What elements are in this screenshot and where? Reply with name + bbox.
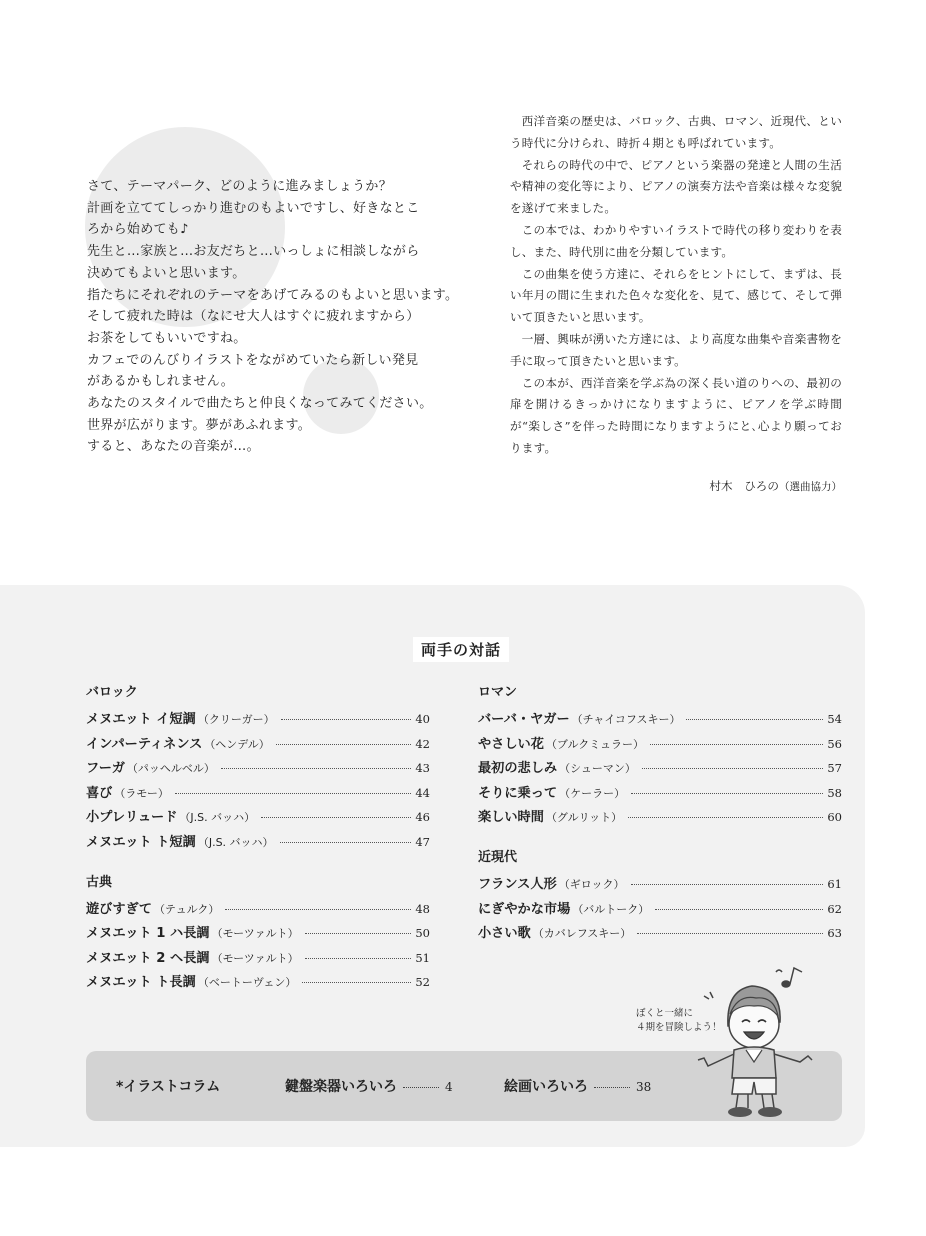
entry-composer: （テュルク） (153, 902, 220, 916)
toc-title: 両手の対話 (413, 637, 509, 662)
toc-entry[interactable] (478, 782, 842, 807)
entry-title: 最初の悲しみ (478, 761, 558, 777)
toc-entry[interactable] (478, 873, 842, 898)
entry-title: メヌエット 1 ハ長調 (86, 926, 210, 942)
entry-page: 47 (415, 834, 430, 849)
entry-composer: （パッヘルベル） (126, 762, 215, 776)
entry-composer: （ブルクミュラー） (545, 737, 645, 751)
toc-entry[interactable] (86, 733, 430, 758)
entry-composer: （J.S. バッハ） (179, 811, 256, 825)
dot-leader (594, 1087, 630, 1088)
mascot-speech-line: ぼくと一緒に (636, 1008, 694, 1019)
entry-composer: （カバレフスキー） (532, 927, 632, 941)
entry-composer: （モーツァルト） (211, 927, 299, 941)
dot-leader (686, 719, 823, 720)
intro-line: があるかもしれません。 (87, 374, 235, 390)
signature (709, 478, 842, 494)
signature-note: （選曲協力） (779, 481, 842, 493)
entry-page: 62 (827, 901, 842, 916)
dot-leader (281, 719, 412, 720)
preface-paragraph: この本が、西洋音楽を学ぶ為の深く長い道のりへの、最初の扉を開けるきっかけになりますように、ピアノを学ぶ時間が“楽しさ”を伴った時間になりますようにと､心より願っております。 (510, 375, 842, 455)
toc-entry[interactable] (86, 708, 430, 733)
dot-leader (221, 768, 411, 769)
dot-leader (650, 744, 823, 745)
dot-leader (225, 909, 411, 910)
toc-entry[interactable] (478, 898, 842, 923)
section-gap (478, 831, 842, 849)
toc-entry[interactable] (478, 757, 842, 782)
column-entry-title: 鍵盤楽器いろいろ (285, 1079, 397, 1095)
dot-leader (628, 817, 823, 818)
preface-paragraph: 西洋音楽の歴史は、バロック、古典、ロマン、近現代、という時代に分けられ、時折４期とも呼ばれています。 (510, 114, 842, 150)
toc-entry[interactable] (478, 708, 842, 733)
toc-column-right (478, 684, 842, 947)
preface-paragraph: この本では、わかりやすいイラストで時代の移り変わりを表し、また、時代別に曲を分類しています。 (510, 222, 842, 259)
section-heading: 近現代 (478, 849, 518, 865)
preface-paragraph: 一層、興味が湧いた方達には、より高度な曲集や音楽書物を手に取って頂きたいと思います。 (510, 331, 842, 368)
column-label-text: *イラストコラム (116, 1079, 221, 1095)
entry-page: 50 (415, 926, 430, 941)
intro-line: 決めてもよいと思います。 (87, 265, 246, 281)
column-entry-page: 38 (636, 1080, 652, 1094)
entry-composer: （チャイコフスキー） (571, 713, 681, 726)
column-entry-page: 4 (445, 1080, 453, 1094)
intro-text (87, 176, 459, 458)
entry-page: 52 (415, 975, 430, 990)
entry-composer: （ヘンデル） (204, 737, 270, 751)
intro-line: お茶をしてもいいですね。 (87, 330, 247, 346)
entry-composer: （クリーガー） (197, 713, 275, 726)
entry-title: 喜び (86, 785, 113, 801)
column-label (116, 1076, 220, 1096)
toc-column-left (86, 684, 430, 996)
boy-mascot-illustration (690, 962, 820, 1124)
entry-page: 44 (415, 785, 430, 800)
entry-page: 57 (827, 761, 842, 776)
preface-paragraph: この曲集を使う方達に、それらをヒントにして、まずは、長い年月の間に生まれた色々な変化を、見て、感じて、そして弾いて頂きたいと思います。 (510, 266, 842, 325)
intro-line: カフェでのんびりイラストをながめていたら新しい発見 (87, 352, 419, 368)
toc-entry[interactable] (86, 831, 430, 856)
entry-page: 42 (415, 736, 430, 751)
dot-leader (276, 744, 412, 745)
intro-line: すると、あなたの音楽が…。 (87, 439, 260, 455)
entry-title: バーバ・ヤガー (478, 712, 570, 727)
toc-entry[interactable] (86, 947, 430, 972)
entry-page: 54 (827, 712, 842, 726)
dot-leader (280, 842, 412, 843)
dot-leader (261, 817, 411, 818)
intro-line: そして疲れた時は（なにせ大人はすぐに疲れますから） (87, 309, 420, 325)
entry-title: にぎやかな市場 (478, 901, 571, 917)
entry-title: フランス人形 (478, 876, 557, 892)
entry-page: 51 (415, 950, 430, 965)
dot-leader (642, 768, 823, 769)
entry-composer: （ギロック） (558, 877, 625, 891)
dot-leader (305, 958, 412, 959)
entry-page: 48 (415, 901, 430, 916)
entry-composer: （ラモー） (114, 786, 169, 800)
dot-leader (655, 909, 823, 910)
entry-page: 61 (827, 876, 842, 891)
entry-title: メヌエット イ短調 (86, 712, 196, 727)
entry-title: やさしい花 (478, 736, 544, 752)
entry-composer: （バルトーク） (572, 902, 650, 916)
toc-entry[interactable] (478, 733, 842, 758)
entry-title: メヌエット ト短調 (86, 834, 196, 850)
dot-leader (305, 933, 412, 934)
entry-composer: （ケーラー） (559, 786, 626, 800)
entry-title: 小さい歌 (478, 926, 531, 942)
dot-leader (631, 884, 824, 885)
entry-page: 60 (827, 810, 842, 825)
toc-entry[interactable] (478, 806, 842, 831)
toc-entry[interactable] (86, 971, 430, 996)
section-heading: バロック (86, 685, 138, 700)
entry-page: 46 (415, 810, 430, 825)
intro-line: あなたのスタイルで曲たちと仲良くなってみてください。 (87, 396, 433, 412)
entry-title: フーガ (86, 761, 125, 777)
signature-name: 村木 ひろの (709, 479, 779, 493)
entry-page: 63 (827, 926, 842, 941)
dot-leader (302, 982, 411, 983)
toc-entry[interactable] (86, 806, 430, 831)
mascot-speech-line: ４期を冒険しよう！ (636, 1022, 722, 1033)
entry-page: 40 (415, 712, 430, 726)
intro-line: 計画を立ててしっかり進むのもよいですし、好きなとこ (87, 200, 420, 216)
entry-title: メヌエット 2 ヘ長調 (86, 950, 210, 966)
toc-entry[interactable] (86, 922, 430, 947)
toc-entry[interactable] (86, 757, 430, 782)
intro-line: 世界が広がります。夢があふれます。 (87, 417, 312, 433)
toc-entry[interactable] (478, 922, 842, 947)
entry-title: 楽しい時間 (478, 810, 544, 826)
entry-page: 56 (827, 736, 842, 751)
intro-line: 指たちにそれぞれのテーマをあげてみるのもよいと思います。 (87, 287, 459, 303)
dot-leader (403, 1087, 439, 1088)
dot-leader (637, 933, 823, 934)
intro-line: 先生と…家族と…お友だちと…いっしょに相談しながら (87, 244, 420, 260)
intro-line: さて、テーマパーク、どのように進みましょうか？ (87, 179, 392, 194)
dot-leader (175, 793, 411, 794)
intro-line: ろから始めても♪ (87, 222, 189, 238)
section-heading: 古典 (86, 874, 113, 890)
entry-page: 58 (827, 785, 842, 800)
section-gap (86, 856, 430, 874)
entry-page: 43 (415, 761, 430, 776)
entry-title: そりに乗って (478, 785, 558, 801)
entry-composer: （グルリット） (545, 811, 623, 825)
toc-entry[interactable] (86, 782, 430, 807)
entry-title: 小プレリュード (86, 810, 178, 826)
column-entry[interactable] (504, 1076, 651, 1096)
dot-leader (631, 793, 823, 794)
column-entry[interactable] (285, 1076, 453, 1096)
entry-title: メヌエット ト長調 (86, 975, 196, 991)
entry-composer: （J.S. バッハ） (197, 835, 274, 849)
preface-paragraph: それらの時代の中で、ピアノという楽器の発達と人間の生活や精神の変化等により、ピアノの演奏方法や音楽は様々な変貌を遂げて来ました。 (510, 157, 842, 216)
entry-title: 遊びすぎて (86, 901, 152, 917)
section-heading: ロマン (478, 685, 518, 700)
entry-composer: （シューマン） (559, 762, 636, 776)
column-entry-title: 絵画いろいろ (504, 1079, 588, 1095)
entry-composer: （ベートーヴェン） (197, 976, 297, 990)
toc-entry[interactable] (86, 898, 430, 923)
entry-title: インパーティネンス (86, 736, 203, 752)
preface-text (510, 111, 842, 460)
entry-composer: （モーツァルト） (211, 951, 299, 965)
